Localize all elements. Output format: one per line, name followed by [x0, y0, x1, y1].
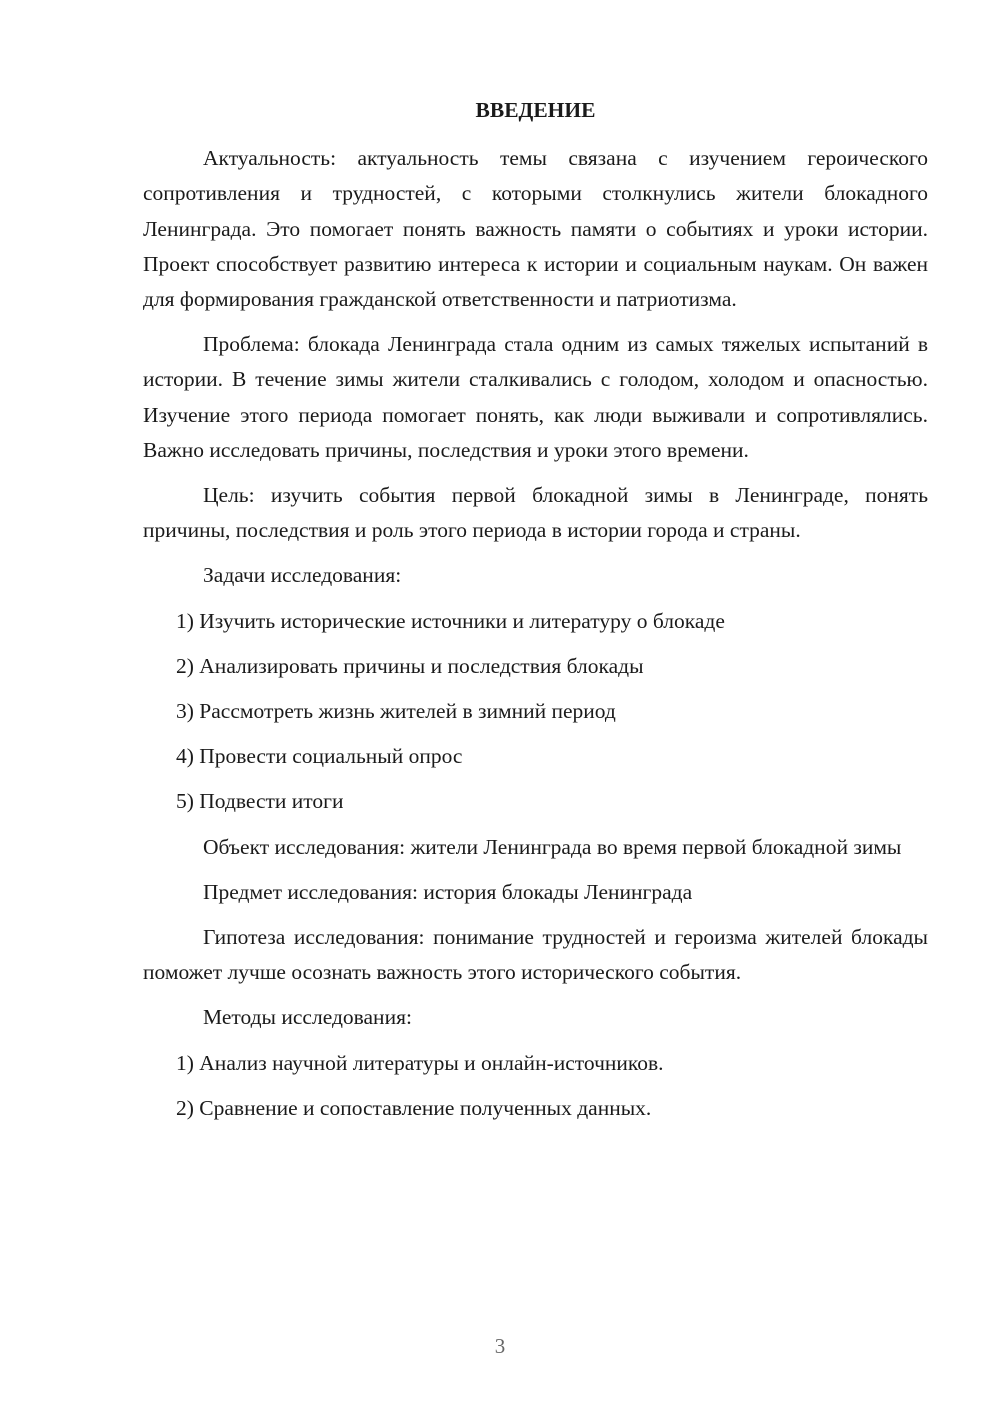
list-item: 2) Анализировать причины и последствия блокады [176, 653, 644, 678]
page-number: 3 [494, 1334, 506, 1358]
document-page [143, 93, 928, 1136]
methods-list [143, 1046, 928, 1126]
page-title: ВВЕДЕНИЕ [475, 98, 596, 122]
list-item: 3) Рассмотреть жизнь жителей в зимний период [176, 699, 616, 724]
subject-paragraph: Предмет исследования: история блокады Ленинграда [203, 879, 693, 904]
goal-paragraph: Цель: изучить события первой блокадной зимы в Ленинграде, понять причины, последствия и роль этого периода в истории города и страны. [143, 483, 928, 543]
problem-paragraph: Проблема: блокада Ленинграда стала одним из самых тяжелых испытаний в истории. В течение зимы жители сталкивались с голодом, холодом и опасностью. Изучение этого периода помогает понять, как люди выживали и сопротивлялись. Важно исследовать причины, последствия и уроки этого времени. [143, 332, 928, 462]
list-item: 1) Анализ научной литературы и онлайн-источников. [176, 1050, 664, 1075]
object-paragraph: Объект исследования: жители Ленинграда во время первой блокадной зимы [203, 834, 902, 859]
list-item: 4) Провести социальный опрос [176, 744, 463, 769]
list-item: 2) Сравнение и сопоставление полученных данных. [176, 1095, 652, 1120]
list-item: 1) Изучить исторические источники и литературу о блокаде [176, 608, 725, 633]
relevance-paragraph: Актуальность: актуальность темы связана с изучением героического сопротивления и трудностей, с которыми столкнулись жители блокадного Ленинграда. Это помогает понять важность памяти о событиях и уроки истории. Проект способствует развитию интереса к истории и социальным наукам. Он важен для формирования гражданской ответственности и патриотизма. [143, 146, 928, 312]
hypothesis-paragraph: Гипотеза исследования: понимание трудностей и героизма жителей блокады поможет лучше осознать важность этого исторического события. [143, 925, 928, 985]
tasks-heading: Задачи исследования: [203, 563, 402, 588]
tasks-list [143, 604, 928, 820]
list-item: 5) Подвести итоги [176, 789, 344, 814]
methods-heading: Методы исследования: [203, 1005, 412, 1030]
